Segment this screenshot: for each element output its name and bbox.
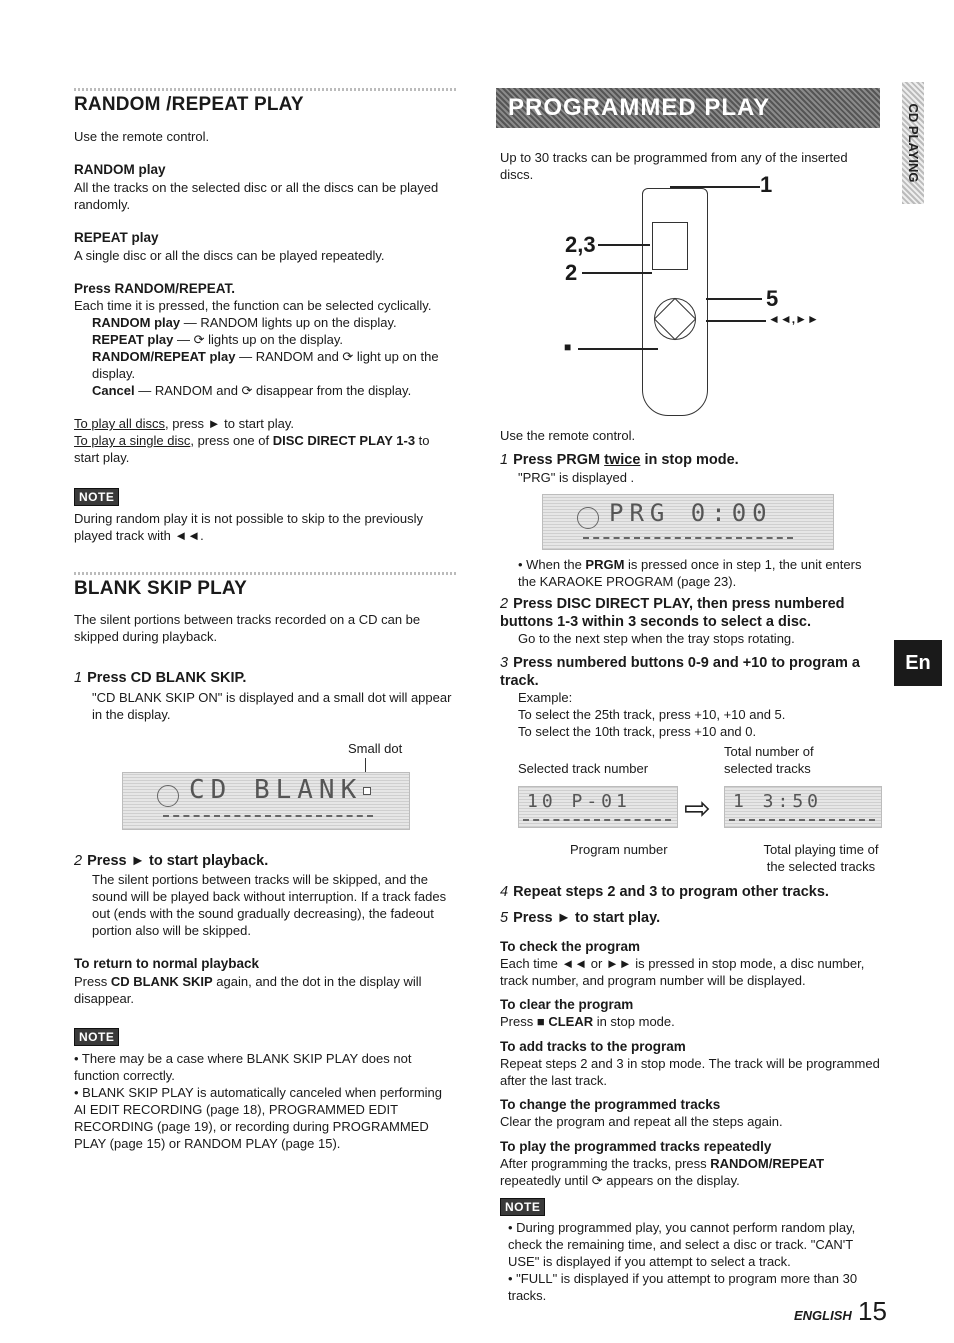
paragraph: A single disc or all the discs can be played repeatedly. [74, 248, 385, 263]
paragraph: After programming the tracks, press RANDOM/REPEAT repeatedly until ⟳ appears on the display. [500, 1156, 825, 1188]
number-keypad [652, 222, 688, 270]
step-text: Example: To select the 25th track, press +10, +10 and 5. To select the 10th track, press +10 and 0. [518, 690, 786, 739]
note-badge: NOTE [74, 488, 456, 506]
language-tab: En [894, 640, 942, 686]
step-text: "PRG" is displayed . [518, 470, 635, 485]
note-list [508, 1219, 882, 1304]
note-item: • BLANK SKIP PLAY is automatically canceled when performing AI EDIT RECORDING (page 18), PROGRAMMED EDIT RECORDING (page 19), or recording during PROGRAMMED PLAY (page 15) or RANDOM PLAY (page 15). [74, 1085, 443, 1151]
subheading: REPEAT play [74, 230, 159, 245]
note-text: During random play it is not possible to skip to the previously played track with ◄◄. [74, 511, 424, 543]
intro-text: Use the remote control. [74, 129, 210, 144]
page-number: 15 [858, 1296, 887, 1326]
paragraph: To play all discs, press ► to start play. [74, 416, 294, 431]
lcd-text: 1 3:50 [733, 791, 823, 812]
subheading: RANDOM play [74, 162, 166, 177]
note-item: • There may be a case where BLANK SKIP PLAY does not function correctly. [74, 1051, 412, 1083]
section-banner: PROGRAMMED PLAY [496, 88, 880, 128]
callout-number: 1 [760, 172, 773, 197]
callout-label: Program number [570, 842, 668, 857]
lcd-display [518, 786, 678, 828]
section-title: BLANK SKIP PLAY [74, 578, 247, 599]
callout-label: Total number of selected tracks [724, 744, 814, 776]
remote-illustration [560, 172, 820, 420]
paragraph: Press CD BLANK SKIP again, and the dot in the display will disappear. [74, 974, 422, 1006]
subheading: To clear the program [500, 997, 634, 1012]
lcd-text: PRG 0:00 [609, 499, 773, 527]
note-badge: NOTE [500, 1198, 882, 1216]
section-divider [74, 572, 456, 575]
note-item: • During programmed play, you cannot perform random play, check the remaining time, and select a disc or track. "CAN'T USE" is displayed if you attempt to select a track. [508, 1220, 856, 1269]
step-text: Go to the next step when the tray stops rotating. [518, 631, 795, 646]
callout-number: 5 [766, 286, 779, 311]
subheading: To change the programmed tracks [500, 1097, 721, 1112]
paragraph: Repeat steps 2 and 3 in stop mode. The track will be programmed after the last track. [500, 1056, 880, 1088]
lcd-display [122, 772, 410, 830]
mode-item: RANDOM play — RANDOM lights up on the display. [92, 315, 397, 330]
lcd-text: CD BLANK [189, 775, 363, 805]
disc-icon [157, 785, 179, 807]
small-dot [363, 787, 371, 795]
mode-item: Cancel — RANDOM and ⟳ disappear from the display. [92, 383, 412, 398]
subheading: Press RANDOM/REPEAT. [74, 281, 236, 296]
callout-number: 2 [565, 260, 578, 285]
footer-language: ENGLISH [794, 1308, 852, 1323]
mode-list [74, 314, 456, 399]
callout-number: 2,3 [565, 232, 596, 257]
paragraph: Use the remote control. [500, 428, 636, 443]
step-heading: 1 Press PRGM twice in stop mode. [500, 452, 739, 468]
lcd-text: 10 P-01 [527, 791, 631, 812]
arrow-icon: ⇨ [684, 790, 711, 826]
step-heading: 4 Repeat steps 2 and 3 to program other tracks. [500, 884, 829, 900]
mode-item: RANDOM/REPEAT play — RANDOM and ⟳ light up on the display. [92, 349, 439, 381]
step-text: "CD BLANK SKIP ON" is displayed and a small dot will appear in the display. [92, 690, 452, 722]
step-heading: 5 Press ► to start play. [500, 910, 661, 926]
step-heading: 2 Press ► to start playback. [74, 853, 269, 869]
callout-label: Selected track number [518, 761, 649, 776]
stop-icon: ■ [564, 340, 572, 354]
note-item: • "FULL" is displayed if you attempt to program more than 30 tracks. [508, 1271, 858, 1303]
subheading: To check the program [500, 939, 641, 954]
step-heading: 3 Press numbered buttons 0-9 and +10 to program a track. [500, 655, 860, 689]
mode-item: REPEAT play — ⟳ lights up on the display. [92, 332, 344, 347]
intro-text: The silent portions between tracks recorded on a CD can be skipped during playback. [74, 612, 421, 644]
callout-label: Total playing time of the selected tracks [763, 842, 879, 874]
paragraph: Press ■ CLEAR in stop mode. [500, 1014, 675, 1029]
paragraph: To play a single disc, press one of DISC DIRECT PLAY 1-3 to start play. [74, 433, 430, 465]
skip-icon: ◄◄,►► [768, 312, 819, 326]
paragraph: Each time it is pressed, the function can be selected cyclically. [74, 298, 432, 313]
note-badge: NOTE [74, 1028, 456, 1046]
disc-icon [577, 507, 599, 529]
paragraph: Clear the program and repeat all the steps again. [500, 1114, 783, 1129]
subheading: To return to normal playback [74, 956, 260, 971]
step-heading: 1 Press CD BLANK SKIP. [74, 670, 247, 686]
paragraph: Each time ◄◄ or ►► is pressed in stop mode, a disc number, track number, and program number will be displayed. [500, 956, 865, 988]
section-title: RANDOM /REPEAT PLAY [74, 94, 304, 115]
side-tab-label: CD PLAYING [906, 103, 921, 183]
callout-label: Small dot [348, 741, 403, 756]
step-heading: 2 Press DISC DIRECT PLAY, then press numbered buttons 1-3 within 3 seconds to select a disc. [500, 596, 845, 630]
subheading: To play the programmed tracks repeatedly [500, 1139, 772, 1154]
subheading: To add tracks to the program [500, 1039, 686, 1054]
paragraph: All the tracks on the selected disc or all the discs can be played randomly. [74, 180, 439, 212]
step-text: The silent portions between tracks will be skipped, and the sound will be played back without interruption. If a track fades out (ends with the sound gradually decreasing), the fadeout portion also will be skipped. [92, 872, 447, 938]
lcd-display [724, 786, 882, 828]
note-list [74, 1050, 456, 1152]
side-tab [902, 82, 924, 204]
section-divider [74, 88, 456, 91]
lcd-display [542, 494, 834, 550]
intro-text: Up to 30 tracks can be programmed from any of the inserted discs. [500, 150, 848, 182]
bullet-text: • When the PRGM is pressed once in step 1, the unit enters the KARAOKE PROGRAM (page 23). [518, 557, 862, 589]
